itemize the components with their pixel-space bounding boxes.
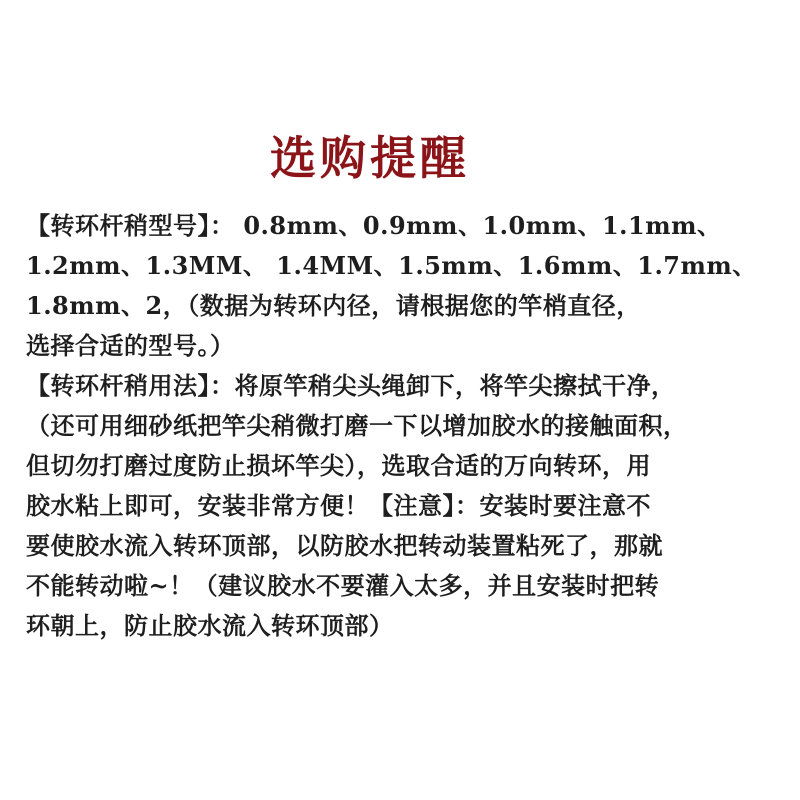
text-line-usage: 但切勿打磨过度防止损坏竿尖），选取合适的万向转环，用 xyxy=(26,451,651,480)
text-line-usage: （还可用细砂纸把竿尖稍微打磨一下以增加胶水的接触面积， xyxy=(26,411,688,440)
text-line-model-heading: 【转环杆稍型号】： 0.8mm、0.9mm、1.0mm、1.1mm、 xyxy=(26,211,722,240)
text-line-usage-notice: 胶水粘上即可，安装非常方便！【注意】：安装时要注意不 xyxy=(26,491,651,520)
text-line-model-note: 1.8mm、2，（数据为转环内径，请根据您的竿梢直径， xyxy=(26,291,641,320)
text-line-notice: 要使胶水流入转环顶部，以防胶水把转动装置粘死了，那就 xyxy=(26,531,663,560)
page-title: 选购提醒 xyxy=(270,131,470,185)
text-line-notice-end: 环朝上，防止胶水流入转环顶部） xyxy=(26,611,394,640)
text-line-usage-heading: 【转环杆稍用法】：将原竿稍尖头绳卸下，将竿尖擦拭干净， xyxy=(26,371,676,400)
text-line-notice: 不能转动啦~！（建议胶水不要灌入太多，并且安装时把转 xyxy=(26,571,660,600)
text-line-model-note-end: 选择合适的型号。） xyxy=(26,331,235,360)
text-line-model-sizes: 1.2mm、1.3MM、 1.4MM、1.5mm、1.6mm、1.7mm、 xyxy=(26,251,757,280)
